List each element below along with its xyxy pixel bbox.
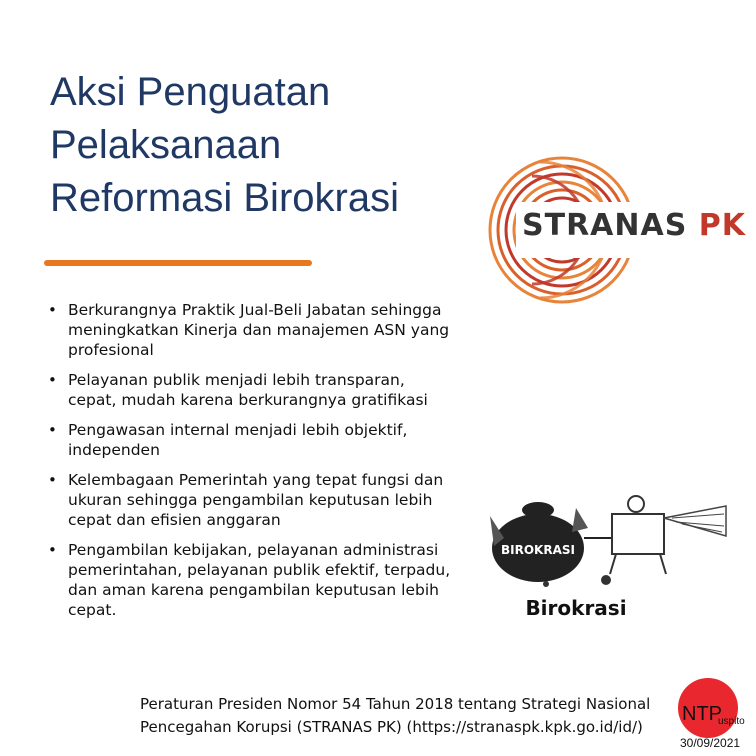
birokrasi-cartoon-illustration	[486, 488, 732, 588]
bullet-item: • Pengawasan internal menjadi lebih objektif, independen	[48, 421, 408, 459]
stamp-date: 30/09/2021	[680, 736, 741, 750]
stamp-initials: NTP	[682, 703, 722, 725]
stamp-name-suffix: uspito	[718, 716, 745, 727]
footer-reference	[140, 693, 670, 739]
cartoon-caption: Birokrasi	[525, 596, 627, 620]
title-line-2: Pelaksanaan	[50, 123, 282, 167]
author-stamp	[676, 672, 756, 756]
bullet-dot-icon: •	[48, 541, 57, 559]
stranas-pk-wordmark: STRANAS PK	[522, 208, 747, 243]
bullet-dot-icon: •	[48, 301, 57, 319]
footer-line-1: Peraturan Presiden Nomor 54 Tahun 2018 tentang Strategi Nasional	[140, 695, 651, 713]
bullet-dot-icon: •	[48, 421, 57, 439]
bullet-dot-icon: •	[48, 371, 57, 389]
page-title	[50, 66, 470, 225]
footer-line-2: Pencegahan Korupsi (STRANAS PK) (https://stranaspk.kpk.go.id/id/)	[140, 718, 643, 736]
title-line-3: Reformasi Birokrasi	[50, 176, 399, 220]
title-underline	[44, 260, 312, 266]
title-line-1: Aksi Penguatan	[50, 70, 331, 114]
bullet-item: • Kelembagaan Pemerintah yang tepat fungsi dan ukuran sehingga pengambilan keputusan lebih cepat dan efisien anggaran	[48, 471, 444, 529]
bullet-item: • Pengambilan kebijakan, pelayanan administrasi pemerintahan, pelayanan publik efektif, terpadu, dan aman karena pengambilan keputusan lebih cepat.	[48, 541, 451, 619]
bullet-dot-icon: •	[48, 471, 57, 489]
bullet-item: • Pelayanan publik menjadi lebih transparan, cepat, mudah karena berkurangnya gratifikasi	[48, 371, 428, 409]
bullet-list	[44, 300, 454, 630]
bullet-item: • Berkurangnya Praktik Jual-Beli Jabatan sehingga meningkatkan Kinerja dan manajemen ASN yang profesional	[48, 301, 450, 359]
cartoon-bag-label: BIROKRASI	[501, 543, 575, 557]
